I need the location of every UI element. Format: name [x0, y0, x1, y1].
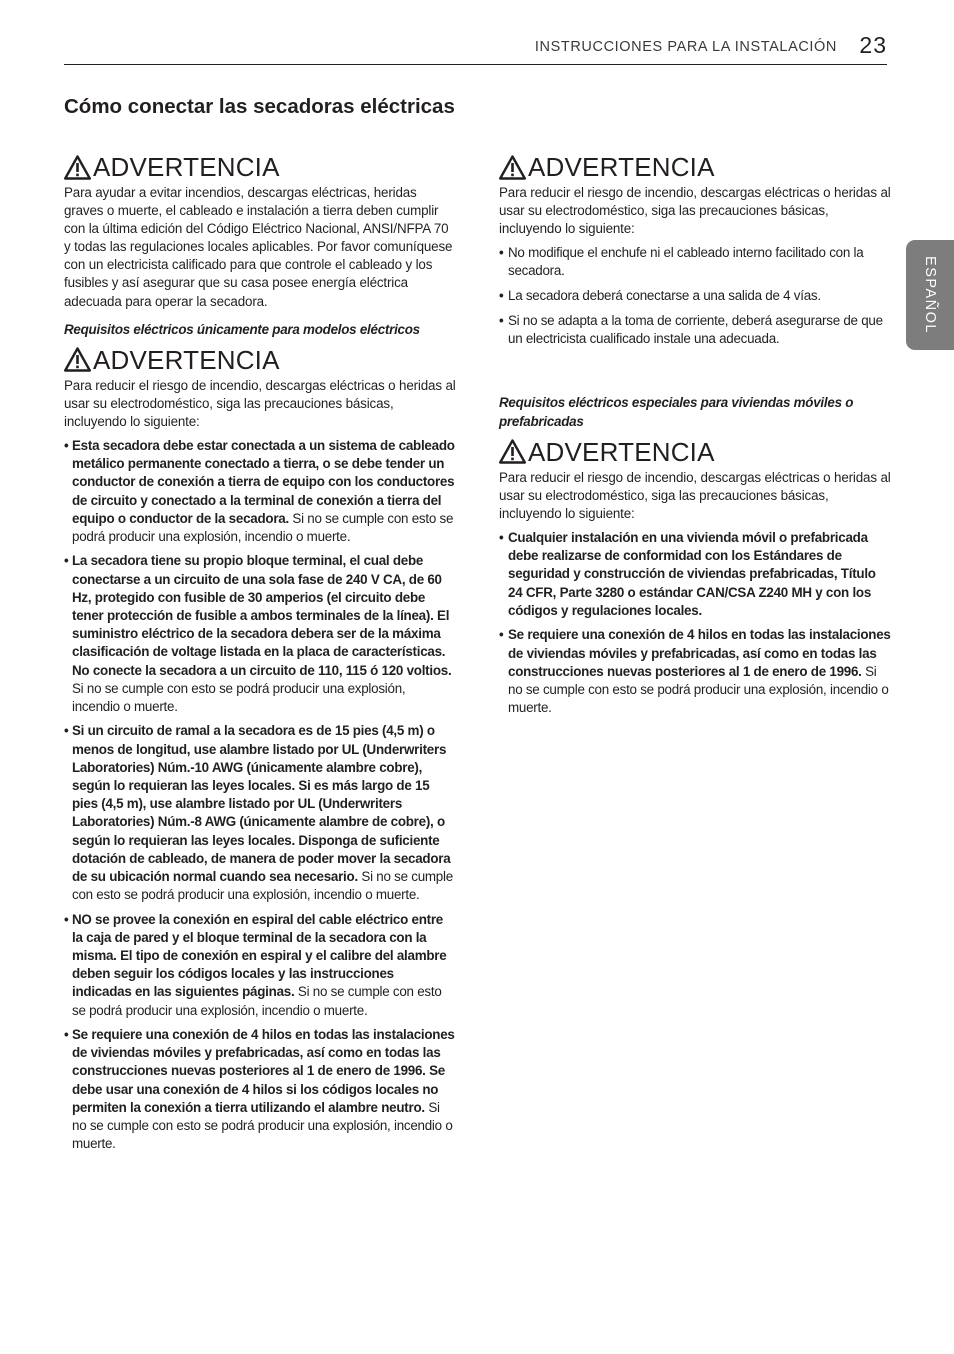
bullet-bold-text: Si un circuito de ramal a la secadora es de 15 pies (4,5 m) o menos de longitud, use alambre listado por UL (Underwriters Laboratories) Núm.-10 AWG (únicamente alambre cobre), según lo requieran las leyes locales. Si es más largo de 15 pies (4,5 m), use alambre listado por UL (Underwriters Laboratories) Núm.-8 AWG (únicamente alambre de cobre), o según lo requieran las leyes locales. Disponga de suficiente dotación de cableado, de manera de poder mover la secadora de su ubicación normal cuando sea necesario.: [72, 723, 451, 885]
section-title: Cómo conectar las secadoras eléctricas: [64, 95, 455, 118]
bullet-bold-text: La secadora deberá conectarse a una salida de 4 vías.: [508, 288, 821, 304]
warning-heading-text: ADVERTENCIA: [528, 152, 715, 182]
list-item: [499, 287, 891, 305]
warning-triangle-icon: [64, 155, 91, 180]
warning-heading: [64, 150, 456, 184]
list-item: [499, 529, 891, 620]
bullet-bold-text: Si no se adapta a la toma de corriente, deberá asegurarse de que un electricista cualificado instale una adecuada.: [508, 312, 883, 346]
bullet-bold-text: La secadora tiene su propio bloque terminal, el cual debe conectarse a un circuito de una sola fase de 240 V CA, de 60 Hz, protegido con fusible de 30 amperios (el circuito debe tener protección de fusible a ambos terminales de la línea). El suministro eléctrico de la secadora debera ser de la máxima clasificación de voltage listada en la placa de características. No conecte la secadora a un circuito de 110, 115 ó 120 voltios.: [72, 553, 452, 678]
warning-heading: [64, 343, 456, 377]
bullet-normal-text: Si no se cumple con esto se podrá producir una explosión, incendio o muerte.: [72, 510, 454, 545]
bullet-normal-text: Si no se cumple con esto se podrá producir una explosión, incendio o muerte.: [72, 1099, 453, 1152]
list-item: [64, 911, 456, 1020]
right-bullet-list-2: [499, 529, 891, 717]
warning-triangle-icon: [64, 347, 91, 372]
warning-heading-text: ADVERTENCIA: [93, 344, 280, 375]
page-number: 23: [859, 32, 887, 58]
warning-triangle-icon: [499, 155, 526, 180]
page-header: [64, 30, 887, 65]
bullet-normal-text: Si no se cumple con esto se podrá producir una explosión, incendio o muerte.: [72, 984, 442, 1018]
bullet-bold-text: Cualquier instalación en una vivienda móvil o prefabricada debe realizarse de conformidad con los Estándares de seguridad y construcción de viviendas prefabricadas, Título 24 CFR, Parte 3280 o estándar CAN/CSA Z240 MH y con los códigos y regulaciones locales.: [508, 529, 876, 618]
list-item: [64, 552, 456, 716]
bullet-bold-text: Esta secadora debe estar conectada a un sistema de cableado metálico permanente conectado a tierra, o se debe tender un conductor de conexión a tierra de equipo con los conductores de circuito y conectado a la terminal de conexión a tierra del equipo o conductor de la secadora.: [72, 438, 455, 526]
bullet-normal-text: Si no se cumple con esto se podrá producir una explosión, incendio o muerte.: [72, 869, 453, 903]
left-bullet-list: [64, 437, 456, 1153]
bullet-bold-text: Se requiere una conexión de 4 hilos en todas las instalaciones de viviendas móviles y prefabricadas, así como en todas las construcciones nuevas posteriores al 1 de enero de 1996.: [508, 627, 891, 679]
language-side-tab: [906, 240, 954, 350]
bullet-bold-text: NO se provee la conexión en espiral del cable eléctrico entre la caja de pared y el bloque terminal de la secadora con la misma. El tipo de conexión en espiral y el calibre del alambre deben seguir los códigos locales y las instrucciones indicadas en las siguientes páginas.: [72, 911, 447, 1000]
bullet-normal-text: Si no se cumple con esto se podrá producir una explosión, incendio o muerte.: [508, 663, 889, 716]
list-item: [64, 722, 456, 904]
list-item: [64, 1026, 456, 1153]
warning-intro: Para reducir el riesgo de incendio, descargas eléctricas o heridas al usar su electrodoméstico, siga las precauciones básicas, incluyendo lo siguiente:: [64, 377, 456, 429]
warning-heading: [499, 435, 891, 469]
list-item: [64, 437, 456, 546]
subheading-electric-models: Requisitos eléctricos únicamente para modelos eléctricos: [64, 321, 420, 337]
left-column: [64, 150, 456, 1160]
warning-intro: Para reducir el riesgo de incendio, descargas eléctricas o heridas al usar su electrodoméstico, siga las precauciones básicas, incluyendo lo siguiente:: [499, 469, 891, 521]
right-bullet-list-1: [499, 244, 891, 348]
warning-paragraph: Para ayudar a evitar incendios, descargas eléctricas, heridas graves o muerte, el cableado e instalación a tierra deben cumplir con la última edición del Código Eléctrico Nacional, ANSI/NFPA 70 y todas las regulaciones locales aplicables. Por favor comuníquese con un electricista calificado para que controle el cableado y los fusibles y así asegurar que su casa posee energía eléctrica adecuada para operar la secadora.: [64, 185, 453, 309]
warning-heading-text: ADVERTENCIA: [93, 152, 280, 182]
side-tab-label: ESPAÑOL: [922, 256, 938, 334]
warning-triangle-icon: [499, 439, 526, 464]
right-column: [499, 150, 891, 724]
bullet-bold-text: Se requiere una conexión de 4 hilos en todas las instalaciones de viviendas móviles y prefabricadas, así como en todas las construcciones nuevas posteriores al 1 de enero de 1996. Se debe usar una conexión de 4 hilos si los códigos locales no permiten la conexión a tierra utilizando el alambre neutro.: [72, 1027, 455, 1115]
warning-heading-text: ADVERTENCIA: [528, 436, 715, 467]
bullet-bold-text: No modifique el enchufe ni el cableado interno facilitado con la secadora.: [508, 245, 864, 279]
list-item: [499, 312, 891, 348]
subheading-mobile-homes: Requisitos eléctricos especiales para viviendas móviles o prefabricadas: [499, 395, 854, 429]
bullet-normal-text: Si no se cumple con esto se podrá producir una explosión, incendio o muerte.: [72, 680, 406, 715]
header-title: INSTRUCCIONES PARA LA INSTALACIÓN: [534, 39, 837, 55]
warning-heading: [499, 150, 891, 184]
warning-intro: Para reducir el riesgo de incendio, descargas eléctricas o heridas al usar su electrodoméstico, siga las precauciones básicas, incluyendo lo siguiente:: [499, 185, 891, 237]
list-item: [499, 244, 891, 280]
list-item: [499, 626, 891, 717]
